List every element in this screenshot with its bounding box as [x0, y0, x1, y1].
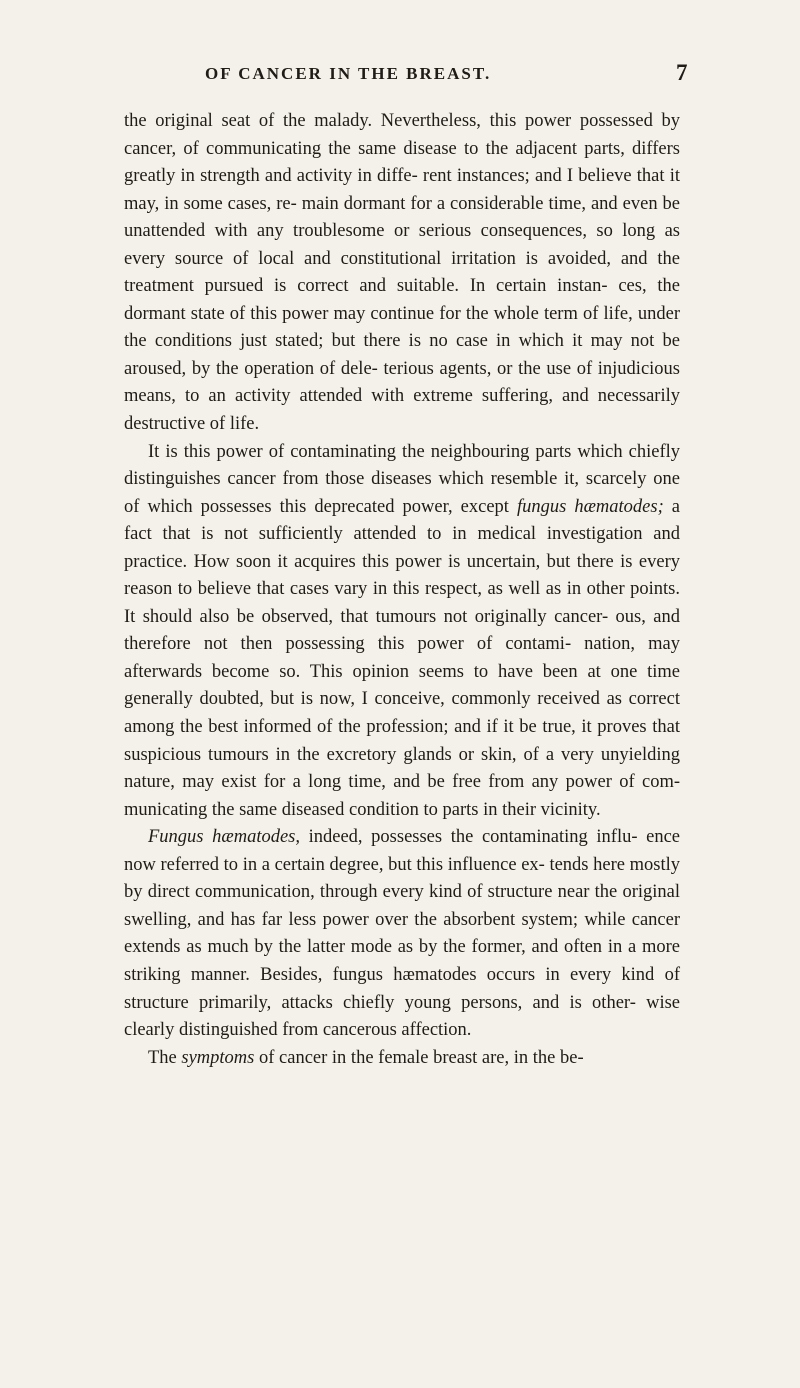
- paragraph: [124, 108, 680, 439]
- italic-text-run: fungus hæmatodes;: [516, 496, 664, 517]
- italic-text-run: symptoms: [181, 1047, 255, 1068]
- italic-text-run: Fungus hæmatodes,: [148, 827, 300, 848]
- text-run: a fact that is not sufficiently attended to in medical investigation and practice. How soon it acquires this power is uncertain, but there is every reason to believe that cases vary in this respect, as well as in other points. It should also be observed, that tumours not originally cancer- ous, and therefore not then possessing this power of contami- nation, may afterwards become so. This opinion seems to have been at one time generally doubted, but is now, I conceive, commonly received as correct among the best informed of the profession; and if it be true, it proves that suspicious tumours in the excretory glands or skin, of a very unyielding nature, may exist for a long time, and be free from any power of com- municating the same diseased condition to parts in their vicinity.: [124, 496, 680, 820]
- text-run: of cancer in the female breast are, in the be-: [254, 1047, 584, 1068]
- page-header: [0, 62, 800, 92]
- page-number: 7: [676, 60, 688, 85]
- text-run: indeed, possesses the contaminating influ- ence now referred to in a certain degree, but this influence ex- tends here mostly by direct communication, through every kind of structure near the original swelling, and has far less power over the absorbent system; while cancer extends as much by the latter mode as by the former, and often in a more striking manner. Besides, fungus hæmatodes occurs in every kind of structure primarily, attacks chiefly young persons, and is other- wise clearly distinguished from cancerous affection.: [124, 827, 680, 1041]
- paragraph: [124, 824, 680, 1044]
- paragraph: [124, 1045, 680, 1073]
- body-text: [124, 108, 680, 1072]
- running-title: OF CANCER IN THE BREAST.: [205, 64, 492, 83]
- text-run: It is this power of contaminating the neighbouring parts which chiefly distinguishes cancer from those diseases which resemble it, scarcely one of which possesses this deprecated power, except: [124, 441, 680, 517]
- text-run: the original seat of the malady. Nevertheless, this power possessed by cancer, of communicating the same disease to the adjacent parts, differs greatly in strength and activity in diffe- rent instances; and I believe that it may, in some cases, re- main dormant for a considerable time, and even be unattended with any troublesome or serious consequences, so long as every source of local and constitutional irritation is avoided, and the treatment pursued is correct and suitable. In certain instan- ces, the dormant state of this power may continue for the whole term of life, under the conditions just stated; but there is no case in which it may not be aroused, by the operation of dele- terious agents, or the use of injudicious means, to an activity attended with extreme suffering, and necessarily destructive of life.: [124, 111, 680, 435]
- paragraph: [124, 439, 680, 825]
- text-run: The: [148, 1047, 182, 1068]
